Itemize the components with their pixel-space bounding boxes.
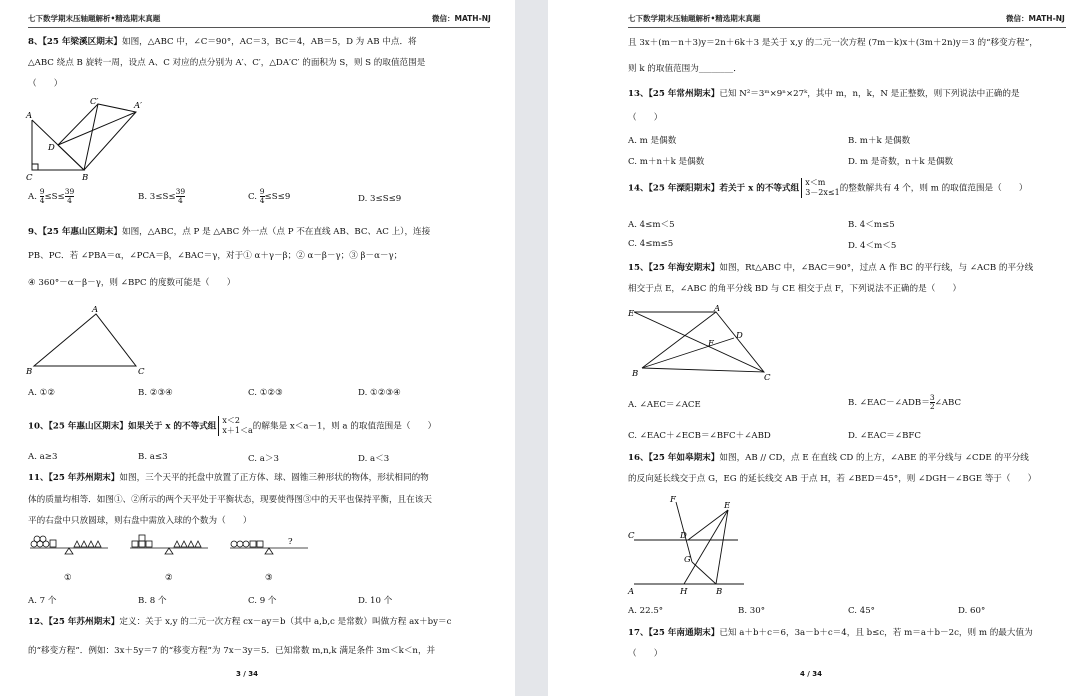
q9-line3: ④ 360°－α－β－γ，则 ∠BPC 的度数可能是（ ） xyxy=(28,278,236,288)
q15-option-d: D. ∠EAC＝∠BFC xyxy=(848,431,921,441)
q9-option-c: C. ①②③ xyxy=(248,388,283,398)
q8-label-B: B xyxy=(82,173,89,183)
q17-line2: （ ） xyxy=(628,649,663,659)
q8-line2: △ABC 绕点 B 旋转一周，设点 A、C 对应的点分别为 A′、C′，△DA′C′ 的面积为 S，则 S 的取值范围是 xyxy=(28,58,426,68)
q15-label-C: C xyxy=(764,373,771,383)
q13-option-d: D. m 是奇数，n＋k 是偶数 xyxy=(848,157,954,167)
q8-label-Ap: A′ xyxy=(134,101,143,111)
q15-label-E: E xyxy=(628,309,635,319)
q10-option-b: B. a≤3 xyxy=(138,452,168,462)
q8-option-a: A. $\frac{9}{4}$ ≤S≤ $\frac{39}{4}$ xyxy=(28,187,75,205)
page-3 xyxy=(0,0,515,696)
q9-option-a: A. ①② xyxy=(28,388,56,398)
page-number: 3 / 34 xyxy=(236,670,259,678)
q9-label-C: C xyxy=(138,367,145,377)
page-4 xyxy=(548,0,1080,696)
q13-line1: 13、【25 年常州期末】已知 N²＝3ᵐ×9ⁿ×27ᵏ，其中 m，n，k，N 是正整数，则下列说法中正确的是 xyxy=(628,89,1020,99)
q10-option-c: C. a＞3 xyxy=(248,454,279,464)
q11-option-d: D. 10 个 xyxy=(358,596,393,606)
q8-option-b: B. 3≤S≤ $\frac{39}{4}$ xyxy=(138,187,186,205)
q16-option-c: C. 45° xyxy=(848,606,875,616)
q14-option-a: A. 4≤m＜5 xyxy=(628,220,675,230)
q11-option-a: A. 7 个 xyxy=(28,596,57,606)
q10-option-d: D. a＜3 xyxy=(358,454,390,464)
q11-line3: 平的右盘中只放圆球，则右盘中需放入球的个数为（ ） xyxy=(28,516,252,526)
header-title: 七下数学期末压轴题解析•精选期末真题 xyxy=(28,14,161,23)
q16-line1: 16、【25 年如皋期末】如图，AB // CD，点 E 在直线 CD 的上方，∠ABE 的平分线与 ∠CDE 的平分线 xyxy=(628,453,1029,463)
q16-label-F: F xyxy=(670,495,676,505)
q17-line1: 17、【25 年南通期末】已知 a＋b＋c＝6，3a－b＋c＝4，且 b≤c，若 m＝a＋b－2c，则 m 的最大值为 xyxy=(628,628,1033,638)
q11-option-c: C. 9 个 xyxy=(248,596,277,606)
q8-line1: 8、【25 年梁溪区期末】如图，△ABC 中，∠C＝90°，AC＝3，BC＝4，AB＝5，D 为 AB 中点．将 xyxy=(28,37,417,47)
header-rule xyxy=(28,27,490,28)
q15-label-B: B xyxy=(632,369,639,379)
q11-question-mark: ? xyxy=(288,537,293,547)
q15-line2: 相交于点 E，∠ABC 的角平分线 BD 与 CE 相交于点 F，下列说法不正确的是（ ） xyxy=(628,284,962,294)
q15-figure xyxy=(628,302,778,382)
q9-option-b: B. ②③④ xyxy=(138,388,173,398)
q15-label-A: A xyxy=(714,304,721,314)
q11-option-b: B. 8 个 xyxy=(138,596,167,606)
q9-label-A: A xyxy=(92,305,99,315)
q9-figure xyxy=(26,302,156,378)
q14-option-b: B. 4＜m≤5 xyxy=(848,220,895,230)
q15-label-D: D xyxy=(736,331,743,341)
q16-label-D: D xyxy=(680,531,687,541)
q15-label-F: F xyxy=(708,339,714,349)
q11-balances-figure xyxy=(28,534,318,588)
q16-label-E: E xyxy=(724,501,731,511)
header-rule xyxy=(628,27,1066,28)
q11-line1: 11、【25 年苏州期末】如图，三个天平的托盘中放置了正方体、球、圆锥三种形状的物体，形状相同的物 xyxy=(28,473,429,483)
q13-option-c: C. m＋n＋k 是偶数 xyxy=(628,157,705,167)
q8-option-d: D. 3≤S≤9 xyxy=(358,194,402,204)
q8-label-C: C xyxy=(26,173,33,183)
q8-line3: （ ） xyxy=(28,79,63,89)
q9-line1: 9、【25 年惠山区期末】如图，△ABC，点 P 是 △ABC 外一点（点 P 不在直线 AB、BC、AC 上），连接 xyxy=(28,227,431,237)
q13-option-a: A. m 是偶数 xyxy=(628,136,677,146)
q13-line2: （ ） xyxy=(628,113,663,123)
q15-option-a: A. ∠AEC＝∠ACE xyxy=(628,400,701,410)
q16-label-B: B xyxy=(716,587,723,597)
q14-text: 14、【25 年溧阳期末】若关于 x 的不等式组 x＜m 3－2x≤1 的整数解共有 4 个，则 m 的取值范围是（ ） xyxy=(628,178,1028,197)
page-number: 4 / 34 xyxy=(800,670,823,678)
q12-cont-line1: 且 3x＋(m－n＋3)y＝2n＋6k＋3 是关于 x,y 的二元一次方程 (7m－k)x＋(3m＋2n)y＝3 的“移变方程”， xyxy=(628,38,1038,48)
q13-option-b: B. m＋k 是偶数 xyxy=(848,136,911,146)
header-wechat: 微信：MATH-NJ xyxy=(1006,14,1065,23)
q9-line2: PB、PC．若 ∠PBA＝α，∠PCA＝β，∠BAC＝γ，对于① α＋γ－β；② α－β－γ；③ β－α－γ； xyxy=(28,251,403,261)
q15-option-c: C. ∠EAC＋∠ECB＝∠BFC＋∠ABD xyxy=(628,431,771,441)
header-wechat: 微信：MATH-NJ xyxy=(432,14,491,23)
q8-option-c: C. $\frac{9}{4}$ ≤S≤9 xyxy=(248,187,291,205)
q15-line1: 15、【25 年海安期末】如图，Rt△ABC 中，∠BAC＝90°，过点 A 作 BC 的平行线，与 ∠ACB 的平分线 xyxy=(628,263,1034,273)
header-title: 七下数学期末压轴题解析•精选期末真题 xyxy=(628,14,761,23)
q14-option-d: D. 4＜m＜5 xyxy=(848,241,897,251)
q11-label-2: ② xyxy=(165,573,173,583)
q12-cont-line2: 则 k 的取值范围为________． xyxy=(628,64,742,74)
q8-label-Cp: C′ xyxy=(90,97,99,107)
q8-label-A: A xyxy=(26,111,33,121)
q12-line1: 12、【25 年苏州期末】定义：关于 x,y 的二元一次方程 cx－ay＝b（其中 a,b,c 是常数）叫做方程 ax＋by＝c xyxy=(28,617,452,627)
q8-label-D: D xyxy=(48,143,55,153)
q16-option-d: D. 60° xyxy=(958,606,986,616)
q16-option-a: A. 22.5° xyxy=(628,606,664,616)
q16-label-C: C xyxy=(628,531,635,541)
q11-line2: 体的质量均相等．如图①、②所示的两个天平处于平衡状态，现要使得图③中的天平也保持平衡，且在该天 xyxy=(28,495,432,505)
q16-line2: 的反向延长线交于点 G，EG 的延长线交 AB 于点 H，若 ∠BED＝45°，则 ∠DGH－∠BGE 等于（ ） xyxy=(628,474,1037,484)
q12-line2: 的“移变方程”．例如：3x＋5y＝7 的“移变方程”为 7x－3y＝5．已知常数 m,n,k 满足条件 3m＜k＜n，并 xyxy=(28,646,436,656)
q15-option-b: B. ∠EAC－∠ADB＝ $\frac{3}{2}$ ∠ABC xyxy=(848,393,962,411)
q11-label-3: ③ xyxy=(265,573,273,583)
q14-option-c: C. 4≤m≤5 xyxy=(628,239,674,249)
q16-label-H: H xyxy=(680,587,688,597)
q16-option-b: B. 30° xyxy=(738,606,766,616)
q10-text: 10、【25 年惠山区期末】如果关于 x 的不等式组 x＜2 x＋1＜a 的解集是 x＜a－1，则 a 的取值范围是（ ） xyxy=(28,416,437,435)
q16-label-A: A xyxy=(628,587,635,597)
q16-figure xyxy=(628,492,768,596)
q11-label-1: ① xyxy=(64,573,72,583)
q9-label-B: B xyxy=(26,367,33,377)
q16-label-G: G xyxy=(684,555,691,565)
q10-option-a: A. a≥3 xyxy=(28,452,58,462)
q9-option-d: D. ①②③④ xyxy=(358,388,401,398)
q8-figure xyxy=(22,96,152,182)
